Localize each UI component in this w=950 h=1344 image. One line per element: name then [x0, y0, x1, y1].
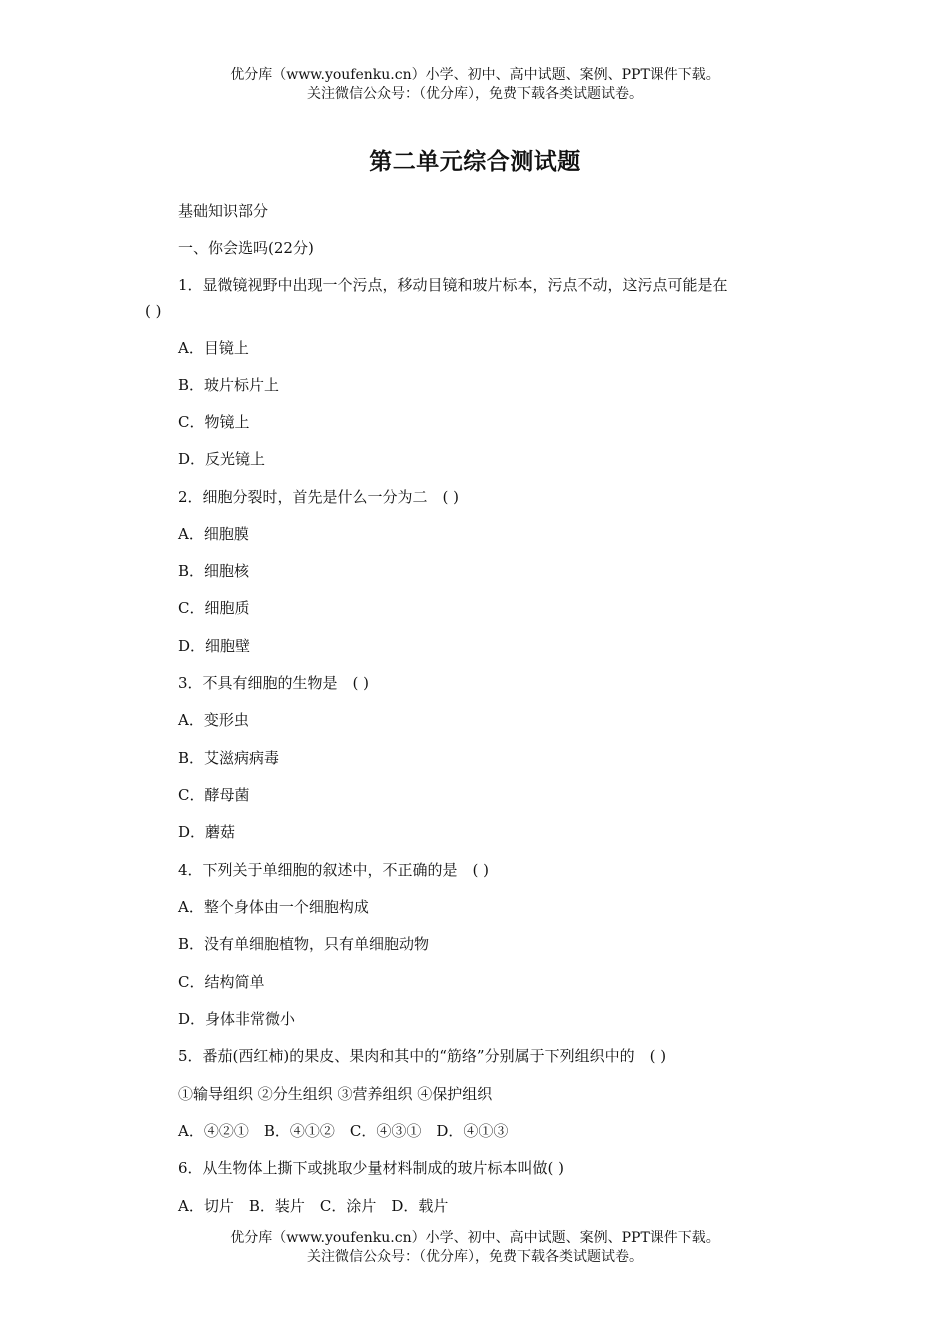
question-5-note: ①输导组织 ②分生组织 ③营养组织 ④保护组织: [178, 1085, 493, 1103]
question-4-option-a: A．整个身体由一个细胞构成: [178, 898, 369, 916]
section-heading: 基础知识部分: [178, 202, 269, 220]
footer-line-2: 关注微信公众号：（优分库），免费下载各类试题试卷。: [307, 1249, 643, 1265]
question-1-option-d: D．反光镜上: [178, 450, 266, 468]
question-1-option-c: C．物镜上: [178, 413, 250, 431]
question-3-option-b: B．艾滋病病毒: [178, 749, 280, 767]
question-6-stem: 6．从生物体上撕下或挑取少量材料制成的玻片标本叫做( ): [178, 1159, 565, 1177]
question-1-option-a: A．目镜上: [178, 339, 249, 357]
question-4-stem: 4．下列关于单细胞的叙述中，不正确的是 ( ): [178, 861, 490, 879]
question-5-stem: 5．番茄(西红柿)的果皮、果肉和其中的“筋络”分别属于下列组织中的 ( ): [178, 1047, 667, 1065]
header-line-2: 关注微信公众号：（优分库），免费下载各类试题试卷。: [307, 86, 643, 102]
question-2-option-c: C．细胞质: [178, 599, 250, 617]
question-4-option-d: D．身体非常微小: [178, 1010, 296, 1028]
question-3-stem: 3．不具有细胞的生物是 ( ): [178, 674, 370, 692]
question-2-option-b: B．细胞核: [178, 562, 250, 580]
part-heading: 一、你会选吗(22分): [178, 239, 314, 257]
question-2-option-a: A．细胞膜: [178, 525, 249, 543]
header-line-1: 优分库（www.youfenku.cn）小学、初中、高中试题、案例、PPT课件下载。: [230, 67, 720, 83]
question-4-option-b: B．没有单细胞植物，只有单细胞动物: [178, 935, 430, 953]
question-1-option-b: B．玻片标片上: [178, 376, 280, 394]
question-2-option-d: D．细胞壁: [178, 637, 251, 655]
question-3-option-c: C．酵母菌: [178, 786, 250, 804]
document-title: 第二单元综合测试题: [369, 148, 581, 175]
page-footer: [0, 1229, 950, 1267]
question-3-option-d: D．蘑菇: [178, 823, 236, 841]
page-header: [0, 66, 950, 104]
question-1-stem: 1．显微镜视野中出现一个污点，移动目镜和玻片标本，污点不动，这污点可能是在: [178, 276, 728, 294]
question-1-stem-continuation: ( ): [145, 302, 162, 320]
question-6-options: A．切片 B．装片 C．涂片 D．载片: [178, 1197, 449, 1215]
question-3-option-a: A．变形虫: [178, 711, 249, 729]
question-2-stem: 2．细胞分裂时，首先是什么一分为二 ( ): [178, 488, 460, 506]
question-4-option-c: C．结构简单: [178, 973, 265, 991]
question-5-options: A．④②① B．④①② C．④③① D．④①③: [178, 1122, 509, 1140]
footer-line-1: 优分库（www.youfenku.cn）小学、初中、高中试题、案例、PPT课件下载。: [230, 1230, 720, 1246]
